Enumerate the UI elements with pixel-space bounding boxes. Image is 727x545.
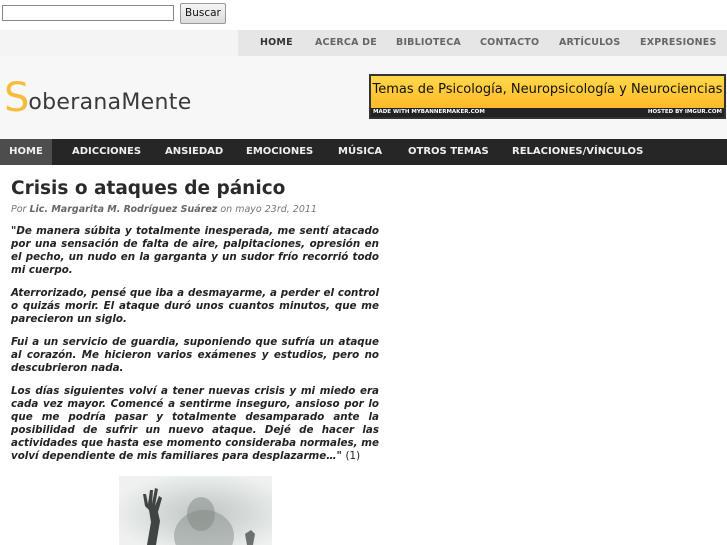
- main-nav: [0, 139, 727, 165]
- article: [11, 176, 379, 463]
- article-date: on mayo 23rd, 2011: [220, 204, 317, 215]
- site-header: [0, 56, 727, 139]
- main-nav-emociones[interactable]: EMOCIONES: [246, 146, 314, 157]
- top-nav-expresiones[interactable]: EXPRESIONES: [640, 37, 717, 48]
- article-paragraph-4-text: Los días siguientes volví a tener nuevas crisis y mi miedo era cada vez mayor. Comencé a sentirme inseguro, ansioso por lo que me podría pasar y totalmente desamparado ante la posibilidad de sufrir un nuevo ataque. Dejé de hacer las actividades que hasta ese momento consideraba normales, me volví dependiente de mis familiares para desplazarme…": [11, 385, 379, 462]
- article-title[interactable]: Crisis o ataques de pánico: [11, 178, 286, 199]
- search-button[interactable]: Buscar: [180, 3, 226, 24]
- main-nav-ansiedad[interactable]: ANSIEDAD: [165, 146, 224, 157]
- article-author[interactable]: Lic. Margarita M. Rodríguez Suárez: [29, 204, 218, 215]
- main-nav-home[interactable]: HOME: [0, 139, 52, 165]
- logo-initial: S: [4, 75, 30, 121]
- article-image: [119, 476, 272, 545]
- search-input[interactable]: [2, 5, 174, 21]
- silhouette-image: [119, 476, 272, 545]
- banner-footer-right: HOSTED BY IMGUR.COM: [647, 109, 722, 115]
- top-nav-home[interactable]: HOME: [260, 37, 293, 48]
- logo-text: oberanaMente: [28, 90, 192, 115]
- article-paragraph-2: Aterrorizado, pensé que iba a desmayarme, a perder el control o quizás morir. El ataque duró unos cuantos minutos, que me parecieron un siglo.: [11, 287, 379, 325]
- top-nav-contacto[interactable]: CONTACTO: [480, 37, 540, 48]
- top-nav-articulos[interactable]: ARTÍCULOS: [559, 37, 621, 48]
- main-nav-musica[interactable]: MÚSICA: [338, 146, 383, 157]
- banner-footer-left: MADE WITH MYBANNERMAKER.COM: [373, 109, 485, 115]
- reference-marker: (1): [345, 450, 361, 462]
- article-paragraph-4: [11, 385, 379, 463]
- banner-text: Temas de Psicología, Neuropsicología y Neurociencias: [372, 82, 723, 97]
- main-nav-adicciones[interactable]: ADICCIONES: [72, 146, 142, 157]
- top-nav-acerca-de[interactable]: ACERCA DE: [315, 37, 377, 48]
- top-nav-biblioteca[interactable]: BIBLIOTECA: [396, 37, 461, 48]
- byline-prefix: Por: [11, 204, 27, 215]
- site-logo[interactable]: [4, 75, 192, 121]
- article-paragraph-1: "De manera súbita y totalmente inesperada, me sentí atacado por una sensación de falta de aire, palpitaciones, opresión en el pecho, un nudo en la garganta y un sudor frío recorrió todo mi cuerpo.: [11, 225, 379, 276]
- article-byline: [11, 204, 379, 215]
- top-nav: [0, 30, 727, 56]
- search-bar: [2, 2, 226, 24]
- main-nav-relaciones-vinculos[interactable]: RELACIONES/VÍNCULOS: [512, 146, 644, 157]
- article-paragraph-3: Fui a un servicio de guardia, suponiendo que sufría un ataque al corazón. Me hicieron varios exámenes y estudios, pero no descubrieron nada.: [11, 336, 379, 374]
- main-nav-otros-temas[interactable]: OTROS TEMAS: [408, 146, 489, 157]
- banner-footer: [371, 108, 724, 117]
- header-banner[interactable]: [369, 74, 726, 119]
